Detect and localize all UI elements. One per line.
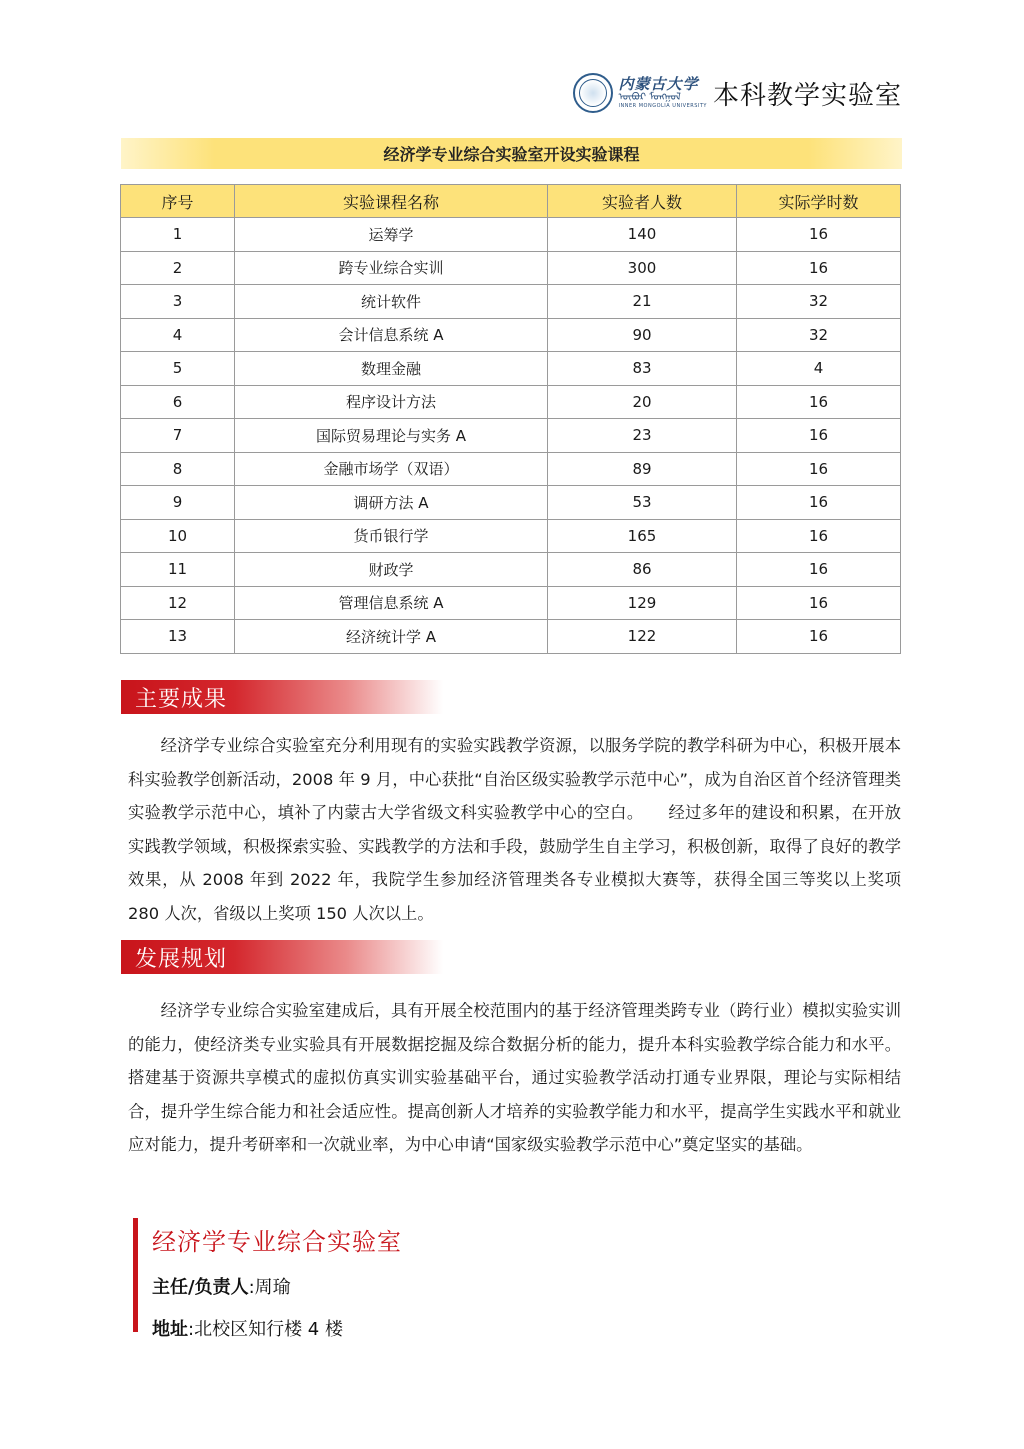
- cell-hours: 4: [737, 352, 901, 386]
- address-value: 北校区知行楼 4 楼: [194, 1319, 343, 1340]
- cell-course-name: 金融市场学（双语）: [235, 452, 548, 486]
- cell-participants: 122: [548, 620, 737, 654]
- address-label: 地址: [152, 1319, 188, 1340]
- director-line: [152, 1273, 633, 1299]
- cell-index: 10: [121, 519, 235, 553]
- cell-participants: 90: [548, 318, 737, 352]
- table-row: [121, 553, 901, 587]
- cell-course-name: 管理信息系统 A: [235, 586, 548, 620]
- cell-participants: 21: [548, 285, 737, 319]
- cell-index: 1: [121, 218, 235, 252]
- cell-course-name: 统计软件: [235, 285, 548, 319]
- achievements-text: 经济学专业综合实验室充分利用现有的实验实践教学资源，以服务学院的教学科研为中心，积极开展本科实验教学创新活动，2008 年 9 月，中心获批“自治区级实验教学示范中心”，成为自治区首个经济管理类实验教学示范中心，填补了内蒙古大学省级文科实验教学中心的空白。 经过多年的建设和积累，在开放实践教学领域，积极探索实验、实践教学的方法和手段，鼓励学生自主学习，积极创新，取得了良好的教学效果，从 2008 年到 2022 年，我院学生参加经济管理类各专业模拟大赛等，获得全国三等奖以上奖项 280 人次，省级以上奖项 150 人次以上。: [128, 736, 901, 923]
- label-colon: :: [188, 1319, 195, 1340]
- logo-mongolian-name: ᠥᠪᠥᠷ ᠮᠣᠩᠭᠣᠯ: [618, 92, 681, 103]
- cell-hours: 16: [737, 620, 901, 654]
- plan-text: 经济学专业综合实验室建成后，具有开展全校范围内的基于经济管理类跨专业（跨行业）模拟实验实训的能力，使经济类专业实验具有开展数据挖掘及综合数据分析的能力，提升本科实验教学综合能力和水平。搭建基于资源共享模式的虚拟仿真实训实验基础平台，通过实验教学活动打通专业界限，理论与实际相结合，提升学生综合能力和社会适应性。提高创新人才培养的实验教学能力和水平，提高学生实践水平和就业应对能力，提升考研率和一次就业率，为中心申请“国家级实验教学示范中心”奠定坚实的基础。: [128, 1001, 901, 1154]
- table-row: [121, 620, 901, 654]
- table-row: [121, 452, 901, 486]
- cell-participants: 165: [548, 519, 737, 553]
- table-row: [121, 218, 901, 252]
- cell-participants: 83: [548, 352, 737, 386]
- cell-participants: 20: [548, 385, 737, 419]
- table-row: [121, 251, 901, 285]
- cell-participants: 53: [548, 486, 737, 520]
- cell-index: 13: [121, 620, 235, 654]
- table-row: [121, 419, 901, 453]
- table-row: [121, 285, 901, 319]
- address-line: [152, 1315, 633, 1341]
- course-table: [120, 184, 901, 654]
- table-row: [121, 519, 901, 553]
- plan-heading: 发展规划: [121, 940, 443, 974]
- logo-chinese-name: 内蒙古大学: [618, 75, 699, 93]
- cell-participants: 129: [548, 586, 737, 620]
- header-hours: 实际学时数: [737, 185, 901, 218]
- cell-hours: 16: [737, 218, 901, 252]
- logo-english-name: INNER MONGOLIA UNIVERSITY: [618, 103, 707, 109]
- cell-hours: 16: [737, 251, 901, 285]
- label-colon: :: [248, 1277, 255, 1298]
- cell-course-name: 会计信息系统 A: [235, 318, 548, 352]
- achievements-heading: 主要成果: [121, 680, 443, 714]
- cell-participants: 300: [548, 251, 737, 285]
- cell-index: 9: [121, 486, 235, 520]
- director-label: 主任/负责人: [152, 1277, 249, 1298]
- header-participants: 实验者人数: [548, 185, 737, 218]
- cell-course-name: 程序设计方法: [235, 385, 548, 419]
- cell-index: 12: [121, 586, 235, 620]
- cell-course-name: 跨专业综合实训: [235, 251, 548, 285]
- header-course-name: 实验课程名称: [235, 185, 548, 218]
- director-name: 周瑜: [254, 1277, 291, 1298]
- cell-participants: 86: [548, 553, 737, 587]
- cell-course-name: 运筹学: [235, 218, 548, 252]
- cell-hours: 16: [737, 553, 901, 587]
- cell-participants: 140: [548, 218, 737, 252]
- cell-index: 6: [121, 385, 235, 419]
- cell-hours: 32: [737, 318, 901, 352]
- cell-hours: 16: [737, 586, 901, 620]
- lab-name: 经济学专业综合实验室: [152, 1228, 402, 1256]
- cell-index: 4: [121, 318, 235, 352]
- university-seal-icon: [573, 73, 613, 113]
- cell-participants: 23: [548, 419, 737, 453]
- cell-course-name: 财政学: [235, 553, 548, 587]
- cell-course-name: 数理金融: [235, 352, 548, 386]
- cell-course-name: 货币银行学: [235, 519, 548, 553]
- cell-hours: 16: [737, 385, 901, 419]
- cell-index: 8: [121, 452, 235, 486]
- contact-block: [133, 1218, 633, 1340]
- cell-course-name: 经济统计学 A: [235, 620, 548, 654]
- header-index: 序号: [121, 185, 235, 218]
- cell-index: 11: [121, 553, 235, 587]
- table-header-row: [121, 185, 901, 218]
- table-row: [121, 586, 901, 620]
- university-logo: [619, 76, 707, 110]
- table-row: [121, 486, 901, 520]
- cell-index: 5: [121, 352, 235, 386]
- cell-hours: 32: [737, 285, 901, 319]
- cell-hours: 16: [737, 452, 901, 486]
- table-row: [121, 385, 901, 419]
- cell-hours: 16: [737, 486, 901, 520]
- cell-hours: 16: [737, 519, 901, 553]
- page-header: [573, 66, 902, 120]
- cell-hours: 16: [737, 419, 901, 453]
- header-title: 本科教学实验室: [712, 80, 902, 111]
- cell-participants: 89: [548, 452, 737, 486]
- course-table-banner: 经济学专业综合实验室开设实验课程: [121, 138, 902, 169]
- cell-index: 3: [121, 285, 235, 319]
- cell-course-name: 调研方法 A: [235, 486, 548, 520]
- cell-index: 7: [121, 419, 235, 453]
- cell-course-name: 国际贸易理论与实务 A: [235, 419, 548, 453]
- table-row: [121, 352, 901, 386]
- table-row: [121, 318, 901, 352]
- cell-index: 2: [121, 251, 235, 285]
